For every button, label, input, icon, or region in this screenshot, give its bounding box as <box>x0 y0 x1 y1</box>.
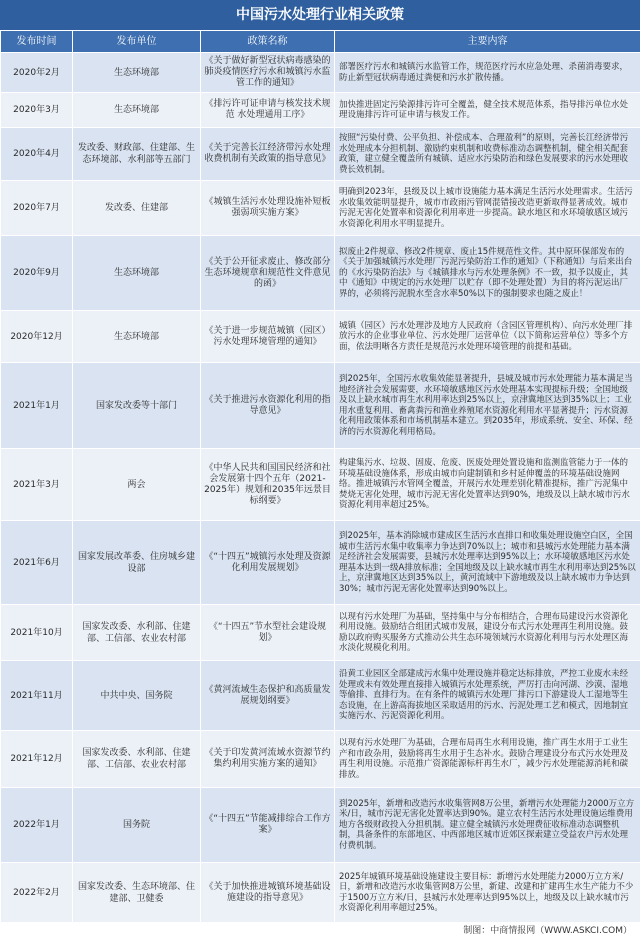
cell-org: 国家发改委、水利部、住建部、工信部、农业农村部 <box>73 731 201 788</box>
table-row <box>1 731 640 788</box>
cell-org: 国家发改委、水利部、住建部、工信部、农业农村部 <box>73 605 201 661</box>
cell-content: 拟废止2件规章、修改2件规章、废止15件规范性文件。其中原环保部发布的《关于加强城镇污水处理厂污泥污染防治工作的通知》（下称通知）与后来出台的《水污染防治法》与《城镇排水与污水处理条例》不一致，拟予以废止，其中《通知》中规定的污水处理厂以贮存（即不处理处置）为目的将污泥运出厂界的，必须将污泥脱水至含水率50%以下的强制要求也随之废止！ <box>335 236 640 311</box>
cell-policy-name: 《中华人民共和国国民经济和社会发展第十四个五年（2021-2025年）规划和2035年远景目标纲要》 <box>201 449 335 521</box>
cell-content: 加快推进固定污染源排污许可全覆盖，健全技术规范体系，指导排污单位水处理设施排污许可证申请与核发工作。 <box>335 93 640 128</box>
source-footer: 制图：中商情报网（WWW.ASKCI.COM） <box>463 926 632 936</box>
cell-content: 沿黄工业园区全部建成污水集中处理设施并稳定达标排放，严控工业废水未经处理或未有效处理直接排入城镇污水处理系统，严厉打击向河湖、沙漠、湿地等偷排、直排行为。在有条件的城镇污水处理厂排污口下游建设人工湿地等生态设施，在上游高海拔地区采取适用的污水、污泥处理工艺和模式，因地制宜实施污水、污泥资源化利用。 <box>335 661 640 731</box>
cell-org: 生态环境部 <box>73 53 201 93</box>
cell-content: 以现有污水处理厂为基础，坚持集中与分布相结合，合理布局建设污水资源化利用设施。鼓励结合组团式城市发展，建设分布式污水处理再生利用设施。鼓励以政府购买服务方式推动公共生态环境领域污水资源化利用与污水处理区海水淡化规模化利用。 <box>335 605 640 661</box>
cell-org: 国家发展改革委、住房城乡建设部 <box>73 521 201 605</box>
cell-policy-name: 《城镇生活污水处理设施补短板强弱项实施方案》 <box>201 181 335 236</box>
cell-content: 明确到2023年，县级及以上城市设施能力基本满足生活污水处理需求。生活污水收集效能明显提升，城市市政雨污管网混错接改造更新取得显著成效。城市污泥无害化处置率和资源化利用率进一步提高。缺水地区和水环境敏感区域污水资源化利用水平明显提升。 <box>335 181 640 236</box>
cell-content: 2025年城镇环境基础设施建设主要目标：新增污水处理能力2000万立方米/日，新增和改造污水收集管网8万公里，新建、改建和扩建再生水生产能力不少于1500万立方米/日，县城污水处理率达到95%以上，地级及以上缺水城市污水资源化利用率超过25%。 <box>335 863 640 923</box>
cell-content: 城镇（园区）污水处理涉及地方人民政府（含园区管理机构）、向污水处理厂排放污水的企业事业单位、污水处理厂运营单位（以下简称运营单位）等多个方面，依法明晰各方责任是规范污水处理环境管理的前提和基础。 <box>335 311 640 363</box>
table-row <box>1 181 640 236</box>
cell-policy-name: 《关于做好新型冠状病毒感染的肺炎疫情医疗污水和城镇污水监管工作的通知》 <box>201 53 335 93</box>
cell-content: 到2025年，全国污水收集效能显著提升，县城及城市污水处理能力基本满足当地经济社会发展需要，水环境敏感地区污水处理基本实现提标升级；全国地级及以上缺水城市再生水利用率达到25%以上，京津冀地区达到35%以上；工业用水重复利用、畜禽粪污和渔业养殖尾水资源化利用水平显著提升；污水资源化利用政策体系和市场机制基本建立。到2035年，形成系统、安全、环保、经济的污水资源化利用格局。 <box>335 363 640 449</box>
cell-date: 2020年3月 <box>1 93 73 128</box>
cell-policy-name: 《关于印发黄河流域水资源节约集约利用实施方案的通知》 <box>201 731 335 788</box>
table-row <box>1 128 640 181</box>
cell-content: 以现有污水处理厂为基础，合理布局再生水利用设施，推广再生水用于工业生产和市政杂用，鼓励将再生水用于生态补水。鼓励合理建设分布式污水处理及再生利用设施。示范推广资源能源标杆再生水厂，减少污水处理能源消耗和碳排放。 <box>335 731 640 788</box>
cell-org: 国务院 <box>73 788 201 863</box>
cell-org: 国家发改委、生态环境部、住建部、卫健委 <box>73 863 201 923</box>
cell-org: 生态环境部 <box>73 236 201 311</box>
cell-org: 发改委、住建部 <box>73 181 201 236</box>
cell-content: 部署医疗污水和城镇污水监管工作，规范医疗污水应急处理、杀菌消毒要求，防止新型冠状病毒通过粪便和污水扩散传播。 <box>335 53 640 93</box>
table-row <box>1 863 640 923</box>
cell-policy-name: 《“十四五”节水型社会建设规划》 <box>201 605 335 661</box>
header-date: 发布时间 <box>1 31 73 53</box>
cell-date: 2021年12月 <box>1 731 73 788</box>
cell-date: 2021年3月 <box>1 449 73 521</box>
cell-content: 到2025年，新增和改造污水收集管网8万公里，新增污水处理能力2000万立方米/日，城市污泥无害化处置率达到90%。建立农村生活污水处理设施运维费用地方各级财政投入分担机制。建立健全城镇污水处理费征收标准动态调整机制，具备条件的东部地区、中西部地区城市近郊区探索建立受益农户污水处理付费机制。 <box>335 788 640 863</box>
cell-content: 构建集污水、垃圾、固废、危废、医废处理处置设施和监测监管能力于一体的环境基础设施体系，形成由城市向建制镇和乡村延伸覆盖的环境基础设施网络。推进城镇污水管网全覆盖，开展污水处理差别化精准提标，推广污泥集中焚烧无害化处理，城市污泥无害化处置率达到90%，地级及以上缺水城市污水资源化利用率超过25%。 <box>335 449 640 521</box>
cell-date: 2020年2月 <box>1 53 73 93</box>
table-row <box>1 53 640 93</box>
table-row <box>1 449 640 521</box>
cell-date: 2020年9月 <box>1 236 73 311</box>
cell-date: 2021年10月 <box>1 605 73 661</box>
cell-date: 2022年2月 <box>1 863 73 923</box>
table-row <box>1 521 640 605</box>
table-row <box>1 236 640 311</box>
cell-policy-name: 《排污许可证申请与核发技术规范 水处理通用工序》 <box>201 93 335 128</box>
cell-date: 2020年12月 <box>1 311 73 363</box>
table-row <box>1 311 640 363</box>
cell-date: 2021年6月 <box>1 521 73 605</box>
cell-policy-name: 《关于公开征求废止、修改部分生态环境规章和规范性文件意见的函》 <box>201 236 335 311</box>
cell-org: 中共中央、国务院 <box>73 661 201 731</box>
cell-org: 两会 <box>73 449 201 521</box>
cell-policy-name: 《关于加快推进城镇环境基础设施建设的指导意见》 <box>201 863 335 923</box>
table-row <box>1 605 640 661</box>
policy-table <box>0 30 640 923</box>
cell-content: 按照“污染付费、公平负担、补偿成本、合理盈利”的原则，完善长江经济带污水处理成本分担机制、激励约束机制和收费标准动态调整机制，健全相关配套政策，建立健全覆盖所有城镇、适应水污染防治和绿色发展要求的污水处理收费长效机制。 <box>335 128 640 181</box>
cell-org: 国家发改委等十部门 <box>73 363 201 449</box>
cell-policy-name: 《关于完善长江经济带污水处理收费机制有关政策的指导意见》 <box>201 128 335 181</box>
cell-date: 2021年1月 <box>1 363 73 449</box>
header-org: 发布单位 <box>73 31 201 53</box>
cell-policy-name: 《“十四五”城镇污水处理及资源化利用发展规划》 <box>201 521 335 605</box>
cell-org: 生态环境部 <box>73 311 201 363</box>
cell-date: 2020年4月 <box>1 128 73 181</box>
cell-policy-name: 《黄河流域生态保护和高质量发展规划纲要》 <box>201 661 335 731</box>
table-row <box>1 363 640 449</box>
header-row <box>1 31 640 53</box>
cell-policy-name: 《关于推进污水资源化利用的指导意见》 <box>201 363 335 449</box>
header-content: 主要内容 <box>335 31 640 53</box>
table-row <box>1 788 640 863</box>
cell-policy-name: 《“十四五”节能减排综合工作方案》 <box>201 788 335 863</box>
cell-date: 2020年7月 <box>1 181 73 236</box>
table-row <box>1 93 640 128</box>
cell-content: 到2025年，基本消除城市建成区生活污水直排口和收集处理设施空白区，全国城市生活污水集中收集率力争达到70%以上；城市和县城污水处理能力基本满足经济社会发展需要，县城污水处理率达到95%以上；水环境敏感地区污水处理基本达到一级A排放标准；全国地级及以上缺水城市再生水利用率达到25%以上，京津冀地区达到35%以上，黄河流域中下游地级及以上缺水城市力争达到30%；城市污泥无害化处置率达到90%以上。 <box>335 521 640 605</box>
cell-date: 2021年11月 <box>1 661 73 731</box>
table-row <box>1 661 640 731</box>
header-policy-name: 政策名称 <box>201 31 335 53</box>
cell-date: 2022年1月 <box>1 788 73 863</box>
cell-org: 发改委、财政部、住建部、生态环境部、水利部等五部门 <box>73 128 201 181</box>
cell-org: 生态环境部 <box>73 93 201 128</box>
cell-policy-name: 《关于进一步规范城镇（园区）污水处理环境管理的通知》 <box>201 311 335 363</box>
table-title: 中国污水处理行业相关政策 <box>0 0 640 30</box>
